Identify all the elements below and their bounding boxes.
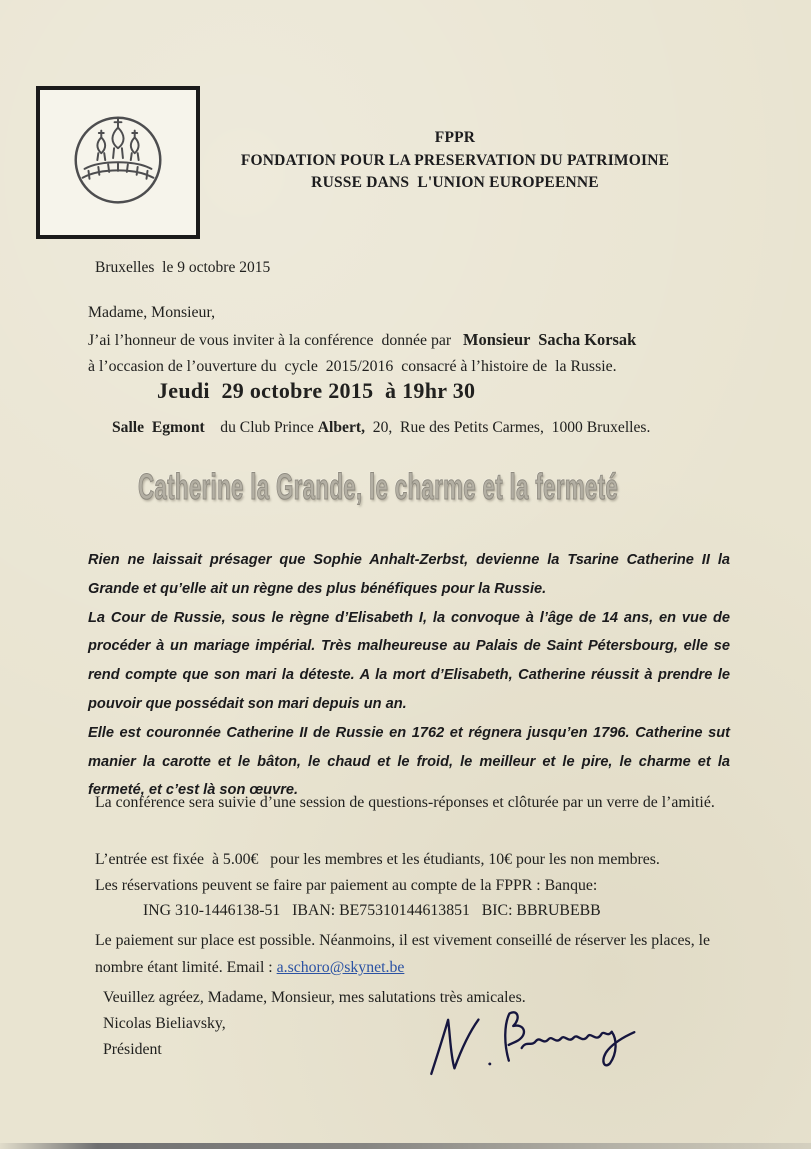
venue-club-bold: Albert, xyxy=(317,419,365,436)
bank-details: ING 310-1446138-51 IBAN: BE75310144613851 BIC: BBRUBEBB xyxy=(143,902,601,919)
signer-title: Président xyxy=(103,1041,162,1058)
church-domes-icon xyxy=(59,104,177,222)
scan-edge-artifact xyxy=(0,1143,811,1149)
venue-line xyxy=(112,419,650,437)
speaker-name: Monsieur Sacha Korsak xyxy=(463,330,637,349)
valediction: Veuillez agréez, Madame, Monsieur, mes salutations très amicales. xyxy=(103,989,526,1006)
invitation-line2: à l’occasion de l’ouverture du cycle 2015/2016 consacré à l’histoire de la Russie. xyxy=(88,358,617,375)
dateline: Bruxelles le 9 octobre 2015 xyxy=(95,259,271,276)
lecture-title: Catherine la Grande, le charme et la fermeté xyxy=(138,466,619,507)
signer-name: Nicolas Bieliavsky, xyxy=(103,1015,226,1032)
pricing-note: L’entrée est fixée à 5.00€ pour les membres et les étudiants, 10€ pour les non membres. xyxy=(95,851,660,868)
invitation-line1 xyxy=(88,330,636,350)
abstract-paragraph-3: Elle est couronnée Catherine II de Russie en 1762 et régnera jusqu’en 1796. Catherine sut manier la carotte et le bâton, le chaud et le froid, le meilleur et le pire, le charme et la fermeté, et c’est là son œuvre. xyxy=(88,724,730,799)
venue-room: Salle Egmont xyxy=(112,419,205,436)
org-name-line2: RUSSE DANS L'UNION EUROPEENNE xyxy=(311,174,599,191)
payment-note xyxy=(95,927,743,981)
abstract-paragraph-2: La Cour de Russie, sous le règne d’Elisabeth I, la convoque à l’âge de 14 ans, en vue de procéder à un mariage impérial. Très malheureuse au Palais de Saint Pétersbourg, elle se rend compte que son mari la déteste. A la mort d’Elisabeth, Catherine réussit à prendre le pouvoir que possédait son mari depuis un an. xyxy=(88,609,730,712)
venue-club: du Club Prince xyxy=(204,419,318,436)
email-link[interactable]: a.schoro@skynet.be xyxy=(276,959,405,976)
abstract-paragraph-1: Rien ne laissait présager que Sophie Anhalt-Zerbst, devienne la Tsarine Catherine II la Grande et qu’elle ait un règne des plus bénéfiques pour la Russie. xyxy=(88,552,730,597)
payment-note-text: Le paiement sur place est possible. Néanmoins, il est vivement conseillé de réserver les places, le nombre étant limité. Email : xyxy=(95,932,710,976)
salutation: Madame, Monsieur, xyxy=(88,304,216,321)
org-abbr: FPPR xyxy=(434,129,476,146)
lecture-abstract xyxy=(88,546,730,805)
event-datetime: Jeudi 29 octobre 2015 à 19hr 30 xyxy=(157,378,476,403)
signature xyxy=(415,994,656,1105)
reservation-note: Les réservations peuvent se faire par paiement au compte de la FPPR : Banque: xyxy=(95,877,598,894)
followup-note: La conférence sera suivie d’une session de questions-réponses et clôturée par un verre de l’amitié. xyxy=(95,794,715,811)
venue-address: 20, Rue des Petits Carmes, 1000 Bruxelles. xyxy=(364,419,651,436)
signature-ink xyxy=(415,994,656,1100)
org-name-line1: FONDATION POUR LA PRESERVATION DU PATRIMOINE xyxy=(240,151,670,169)
org-header xyxy=(175,127,735,195)
invitation-line1-text: J’ai l’honneur de vous inviter à la conférence donnée par xyxy=(88,332,464,349)
